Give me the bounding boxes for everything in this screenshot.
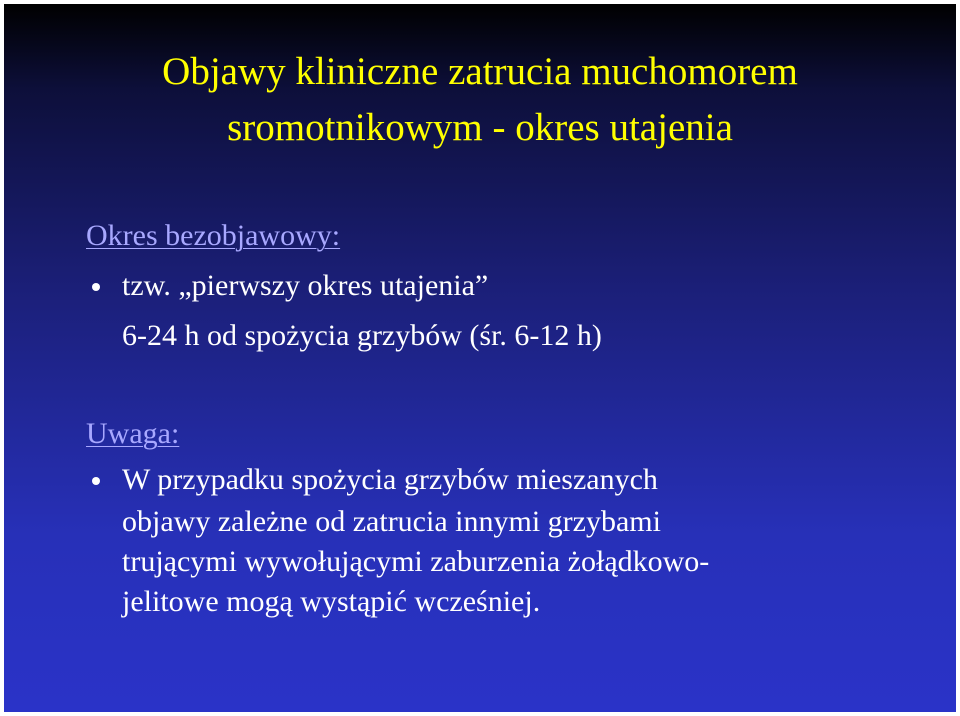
detail-text-czas: 6-24 h od spożycia grzybów (śr. 6-12 h): [122, 319, 602, 352]
slide-title: [4, 44, 956, 156]
slide: [4, 4, 956, 712]
section-heading-okres: Okres bezobjawowy:: [86, 219, 341, 252]
bullet-dot-icon: [92, 283, 100, 291]
bullet-text-line-2: objawy zależne od zatrucia innymi grzybami: [122, 505, 661, 538]
section-heading-uwaga: Uwaga:: [86, 417, 180, 450]
bullet-text-line-4: jelitowe mogą wystąpić wcześniej.: [122, 585, 541, 618]
bullet-text-pierwszy-okres: tzw. „pierwszy okres utajenia”: [122, 269, 489, 302]
slide-title-line-2: sromotnikowym - okres utajenia: [227, 106, 733, 149]
bullet-dot-icon: [92, 477, 100, 485]
bullet-text-line-1: W przypadku spożycia grzybów mieszanych: [122, 463, 658, 496]
bullet-text-line-3: trującymi wywołującymi zaburzenia żołądkowo-: [122, 545, 710, 578]
slide-title-line-1: Objawy kliniczne zatrucia muchomorem: [162, 50, 798, 93]
